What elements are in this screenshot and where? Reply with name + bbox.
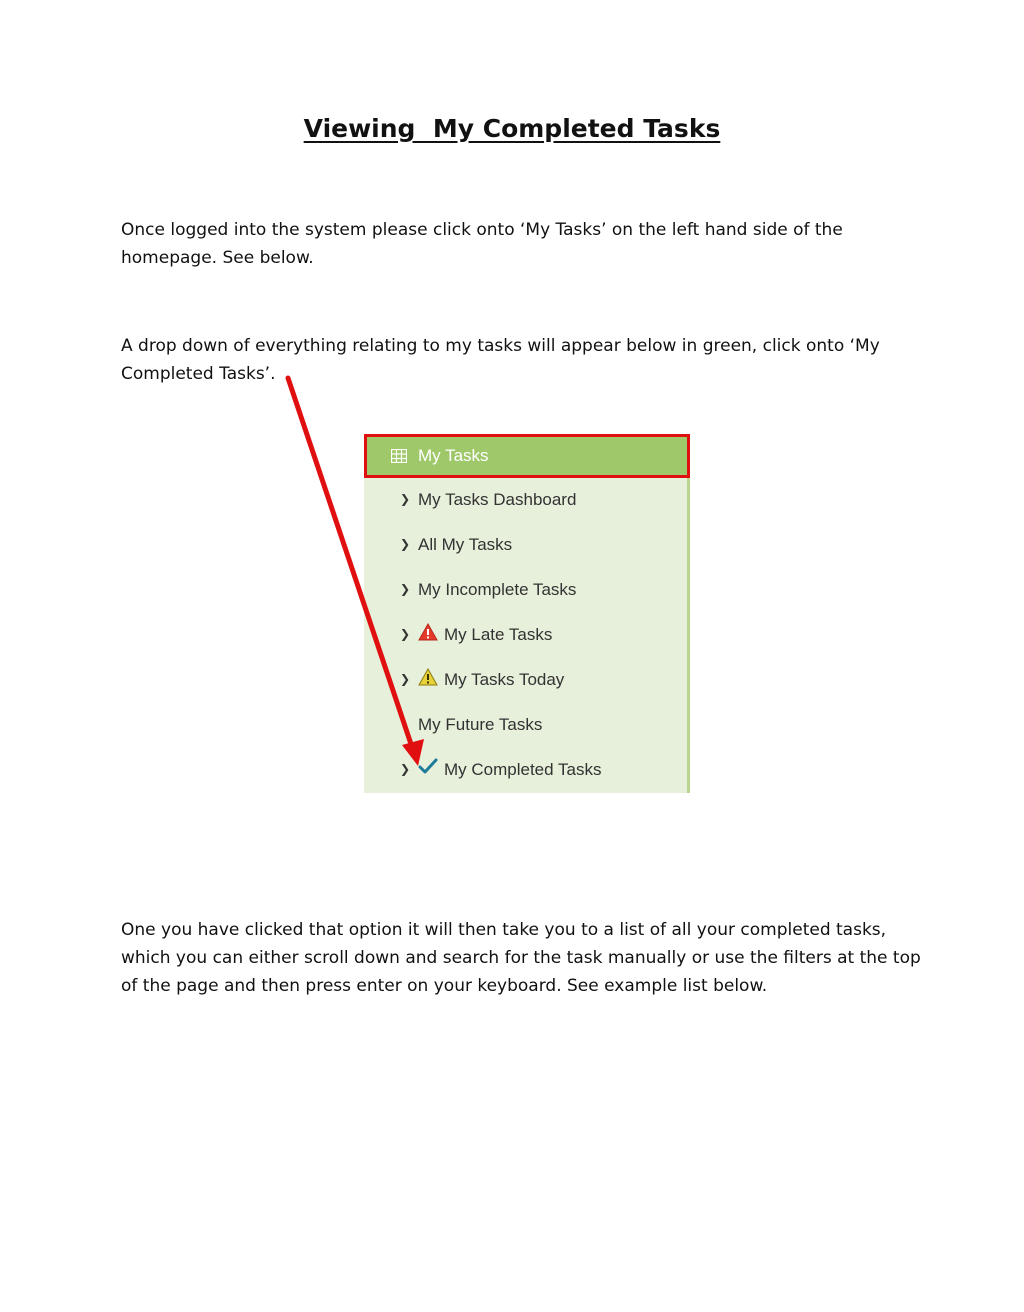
- chevron-right-icon: ❯: [400, 582, 411, 596]
- chevron-right-icon: ❯: [400, 672, 411, 686]
- menu-item-label: My Completed Tasks: [444, 760, 602, 779]
- menu-item-label: My Future Tasks: [418, 715, 543, 734]
- menu-item-label: My Tasks Dashboard: [418, 490, 577, 509]
- page-title: Viewing My Completed Tasks: [303, 114, 721, 143]
- chevron-right-icon: ❯: [400, 627, 411, 641]
- menu-item-label: My Late Tasks: [444, 625, 553, 644]
- chevron-right-icon: ❯: [400, 537, 411, 551]
- menu-item-label: My Tasks Today: [444, 670, 565, 689]
- intro-paragraph: Once logged into the system please click onto ‘My Tasks’ on the left hand side of the homepage. See below.: [121, 220, 843, 268]
- my-tasks-header-label: My Tasks: [418, 446, 489, 465]
- menu-item-label: All My Tasks: [418, 535, 513, 554]
- dropdown-instruction-paragraph: A drop down of everything relating to my tasks will appear below in green, click onto ‘My Completed Tasks’.: [121, 336, 880, 384]
- results-paragraph: One you have clicked that option it will then take you to a list of all your completed tasks, which you can either scroll down and search for the task manually or use the filters at the top of the page and then press enter on your keyboard. See example list below.: [121, 920, 921, 996]
- chevron-right-icon: ❯: [400, 762, 411, 776]
- chevron-right-icon: ❯: [400, 492, 411, 506]
- menu-item-label: My Incomplete Tasks: [418, 580, 577, 599]
